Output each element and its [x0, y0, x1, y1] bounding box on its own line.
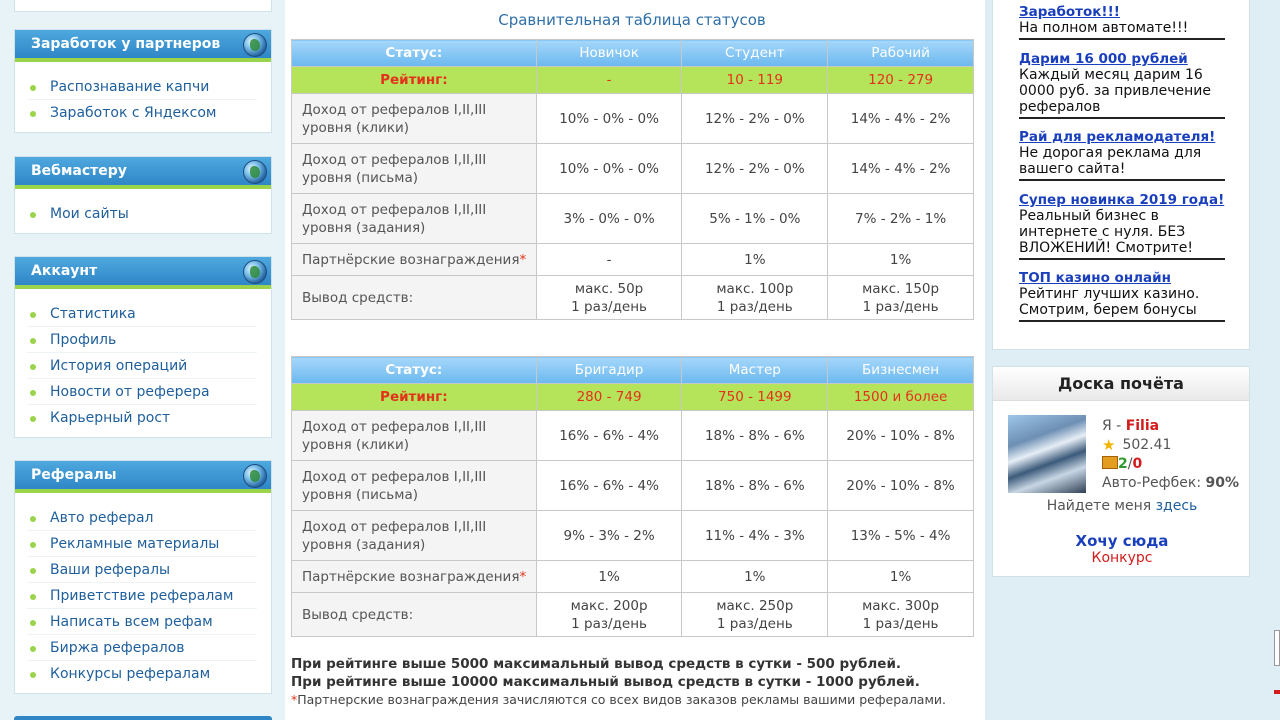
chest-green-count: 2 [1118, 456, 1128, 472]
sidebar-section-label: Заработок у партнеров [31, 36, 221, 52]
sidebar-top-box [14, 0, 272, 12]
income-value: 7% - 2% - 1% [828, 194, 974, 244]
star-icon: ★ [1102, 436, 1116, 454]
rating-range: 120 - 279 [828, 67, 974, 94]
partner-value: 1% [828, 244, 974, 276]
status-name: Мастер [682, 357, 828, 384]
ad-block [1019, 51, 1225, 119]
page-title: Сравнительная таблица статусов [498, 11, 766, 29]
ad-link[interactable]: Дарим 16 000 рублей [1019, 51, 1188, 67]
sidebar-section-label: Рефералы [31, 467, 117, 483]
withdraw-value [828, 593, 974, 637]
ad-link[interactable]: Заработок!!! [1019, 4, 1120, 20]
status-label: Статус: [292, 40, 537, 67]
sidebar-menu-item[interactable]: Написать всем рефам [27, 609, 257, 635]
sidebar-section-title[interactable] [15, 257, 271, 289]
partner-value: 1% [682, 561, 828, 593]
sidebar-section-title[interactable] [15, 30, 271, 62]
chest-separator: / [1127, 456, 1133, 472]
withdraw-frequency: 1 раз/день [716, 615, 793, 632]
partner-row [292, 561, 974, 593]
income-value: 9% - 3% - 2% [536, 511, 682, 561]
withdraw-frequency: 1 раз/день [862, 615, 939, 632]
globe-icon [243, 464, 267, 488]
sidebar-menu-item[interactable]: Новости от реферера [27, 379, 257, 405]
withdraw-max: макс. 250р [716, 597, 794, 614]
find-text: Найдете меня [1046, 498, 1156, 514]
left-sidebar [0, 0, 285, 720]
sidebar-next-box [14, 716, 272, 720]
sidebar-menu-item[interactable]: Карьерный рост [27, 405, 257, 431]
main-content [285, 0, 985, 720]
ad-text: Не дорогая реклама для вашего сайта! [1019, 145, 1202, 177]
notes [291, 655, 946, 709]
status-table [291, 39, 974, 320]
ad-text: Рейтинг лучших казино. Смотрим, берем бонусы [1019, 286, 1200, 318]
chest-red-count: 0 [1132, 456, 1143, 472]
sidebar-menu-item[interactable]: Профиль [27, 327, 257, 353]
globe-icon [243, 160, 267, 184]
income-value: 18% - 8% - 6% [682, 411, 828, 461]
user-info [1102, 417, 1239, 493]
sidebar-menu-item[interactable]: Рекламные материалы [27, 531, 257, 557]
income-row [292, 144, 974, 194]
partner-label-cell [292, 244, 537, 276]
status-name: Студент [682, 40, 828, 67]
rating-range: - [536, 67, 682, 94]
find-me [993, 498, 1251, 514]
sidebar-section-label: Аккаунт [31, 263, 98, 279]
sidebar-menu-item[interactable]: Мои сайты [27, 201, 257, 227]
income-label: Доход от рефералов I,II,III уровня (задания) [292, 511, 537, 561]
ad-block [1019, 129, 1225, 181]
sidebar-section [14, 156, 272, 234]
honor-board [992, 366, 1250, 577]
rating-range: 1500 и более [828, 384, 974, 411]
withdraw-value [682, 593, 828, 637]
income-label: Доход от рефералов I,II,III уровня (письма) [292, 144, 537, 194]
rating-range: 280 - 749 [536, 384, 682, 411]
withdraw-value [536, 593, 682, 637]
partner-value: 1% [828, 561, 974, 593]
sidebar-menu-item[interactable]: Биржа рефералов [27, 635, 257, 661]
income-value: 12% - 2% - 0% [682, 144, 828, 194]
globe-icon [243, 260, 267, 284]
sidebar-section [14, 256, 272, 438]
partner-value: - [536, 244, 682, 276]
income-value: 14% - 4% - 2% [828, 144, 974, 194]
status-header-row [292, 40, 974, 67]
ad-block [1019, 270, 1225, 322]
sidebar-menu-item[interactable]: История операций [27, 353, 257, 379]
ad-link[interactable]: Рай для рекламодателя! [1019, 129, 1216, 145]
sidebar-section-title[interactable] [15, 461, 271, 493]
partner-row [292, 244, 974, 276]
partner-star: * [519, 251, 527, 268]
withdraw-frequency: 1 раз/день [571, 615, 647, 632]
income-label: Доход от рефералов I,II,III уровня (клики) [292, 94, 537, 144]
status-label: Статус: [292, 357, 537, 384]
status-name: Новичок [536, 40, 682, 67]
globe-icon [243, 33, 267, 57]
withdraw-frequency: 1 раз/день [862, 298, 939, 315]
income-row [292, 461, 974, 511]
income-value: 20% - 10% - 8% [828, 461, 974, 511]
ad-text: На полном автомате!!! [1019, 20, 1189, 36]
withdraw-max: макс. 200р [570, 597, 648, 614]
edge-marker [1274, 690, 1280, 694]
sidebar-menu-item[interactable]: Распознавание капчи [27, 74, 257, 100]
ad-text: Каждый месяц дарим 16 0000 руб. за привлечение рефералов [1019, 67, 1211, 115]
find-link[interactable]: здесь [1155, 498, 1198, 514]
income-value: 12% - 2% - 0% [682, 94, 828, 144]
withdraw-frequency: 1 раз/день [716, 298, 793, 315]
sidebar-menu-item[interactable]: Авто реферал [27, 505, 257, 531]
income-row [292, 511, 974, 561]
ad-text: Реальный бизнес в интернете с нуля. БЕЗ ВЛОЖЕНИЙ! Смотрите! [1019, 208, 1194, 256]
status-header-row [292, 357, 974, 384]
chest-icon [1102, 456, 1118, 469]
sidebar-menu-item[interactable]: Заработок с Яндексом [27, 100, 257, 126]
income-value: 20% - 10% - 8% [828, 411, 974, 461]
income-value: 18% - 8% - 6% [682, 461, 828, 511]
rating-label: Рейтинг: [292, 384, 537, 411]
withdraw-row [292, 593, 974, 637]
rating-range: 10 - 119 [682, 67, 828, 94]
ad-link[interactable]: Супер новинка 2019 года! [1019, 192, 1225, 208]
sidebar-section-label: Вебмастеру [31, 163, 127, 179]
withdraw-max: макс. 150р [862, 280, 940, 297]
status-name: Бизнесмен [828, 357, 974, 384]
want-here-link[interactable]: Хочу сюда [1075, 532, 1169, 550]
rating-row [292, 67, 974, 94]
sidebar-section-title[interactable] [15, 157, 271, 189]
ad-link[interactable]: ТОП казино онлайн [1019, 270, 1171, 286]
rating-range: 750 - 1499 [682, 384, 828, 411]
rating-label: Рейтинг: [292, 67, 537, 94]
withdraw-value [682, 276, 828, 320]
note-partner: Партнерские вознаграждения зачисляются со всех видов заказов рекламы вашими рефералами. [297, 692, 946, 707]
withdraw-value [536, 276, 682, 320]
income-value: 11% - 4% - 3% [682, 511, 828, 561]
contest-link[interactable]: Конкурс [1091, 550, 1153, 566]
sidebar-menu-item[interactable]: Приветствие рефералам [27, 583, 257, 609]
income-value: 10% - 0% - 0% [536, 94, 682, 144]
user-rating: 502.41 [1122, 437, 1172, 453]
autorefback-label: Авто-Рефбек: [1102, 475, 1206, 491]
ad-block [1019, 4, 1225, 40]
sidebar-menu [15, 62, 271, 132]
partner-value: 1% [536, 561, 682, 593]
income-value: 13% - 5% - 4% [828, 511, 974, 561]
partner-label: Партнёрские вознаграждения [302, 251, 520, 268]
rating-row [292, 384, 974, 411]
note-star: * [291, 692, 298, 707]
income-label: Доход от рефералов I,II,III уровня (задания) [292, 194, 537, 244]
edge-widget[interactable] [1274, 630, 1280, 666]
honor-board-title: Доска почёта [993, 367, 1249, 401]
user-name[interactable]: Filia [1125, 418, 1160, 434]
sidebar-menu-item[interactable]: Конкурсы рефералам [27, 661, 257, 687]
withdraw-max: макс. 50р [574, 280, 644, 297]
status-table [291, 356, 974, 637]
income-row [292, 194, 974, 244]
partner-label: Партнёрские вознаграждения [302, 568, 520, 585]
partner-value: 1% [682, 244, 828, 276]
sidebar-menu-item[interactable]: Ваши рефералы [27, 557, 257, 583]
income-value: 3% - 0% - 0% [536, 194, 682, 244]
autorefback-value: 90% [1205, 475, 1240, 491]
income-row [292, 411, 974, 461]
note-10000: При рейтинге выше 10000 максимальный вывод средств в сутки - 1000 рублей. [291, 674, 920, 690]
withdraw-frequency: 1 раз/день [571, 298, 648, 315]
status-name: Рабочий [828, 40, 974, 67]
income-label: Доход от рефералов I,II,III уровня (письма) [292, 461, 537, 511]
withdraw-max: макс. 100р [716, 280, 794, 297]
ad-block [1019, 192, 1225, 260]
sidebar-menu [15, 289, 271, 437]
withdraw-label: Вывод средств: [292, 276, 537, 320]
income-row [292, 94, 974, 144]
withdraw-row [292, 276, 974, 320]
withdraw-label: Вывод средств: [292, 593, 537, 637]
user-avatar[interactable] [1008, 415, 1086, 493]
sidebar-menu [15, 493, 271, 693]
sidebar-menu-item[interactable]: Статистика [27, 301, 257, 327]
income-value: 14% - 4% - 2% [828, 94, 974, 144]
partner-star: * [519, 568, 527, 585]
sidebar-section [14, 460, 272, 694]
withdraw-value [828, 276, 974, 320]
withdraw-max: макс. 300р [862, 597, 940, 614]
income-value: 16% - 6% - 4% [536, 411, 682, 461]
ads-box [992, 0, 1250, 350]
sidebar-menu [15, 189, 271, 233]
sidebar-section [14, 29, 272, 133]
income-value: 16% - 6% - 4% [536, 461, 682, 511]
me-prefix: Я - [1102, 418, 1126, 434]
status-name: Бригадир [536, 357, 682, 384]
income-label: Доход от рефералов I,II,III уровня (клики) [292, 411, 537, 461]
income-value: 10% - 0% - 0% [536, 144, 682, 194]
note-5000: При рейтинге выше 5000 максимальный вывод средств в сутки - 500 рублей. [291, 656, 902, 672]
partner-label-cell [292, 561, 537, 593]
income-value: 5% - 1% - 0% [682, 194, 828, 244]
